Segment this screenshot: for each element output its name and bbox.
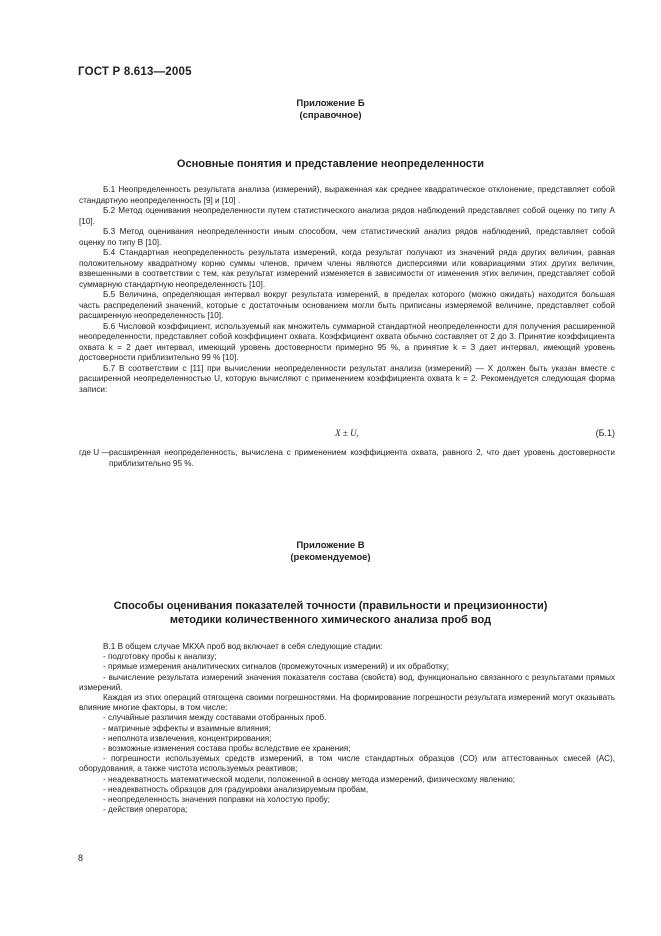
- formula-b1: [79, 428, 615, 440]
- appendix-b-body: [79, 185, 615, 395]
- list-item: - матричные эффекты и взаимные влияния;: [103, 723, 271, 733]
- paragraph-b4: Б.4 Стандартная неопределенность результата измерений, когда результат получают из значений ряда других величин, равная положительному квадратному корню суммы членов, причем члены являются дисперсиями или ковариациями этих других величин, взвешенными в соответствии с тем, как результат измерений изменяется в зависимости от изменения этих величин, представляет собой суммарную стандартную неопределенность [10].: [79, 248, 615, 289]
- paragraph-b3: Б.3 Метод оценивания неопределенности иным способом, чем статистический анализ рядов наблюдений, представляет собой оценку по типу В [10].: [79, 227, 615, 247]
- appendix-v-body: [79, 642, 615, 815]
- where-clause: [79, 448, 615, 469]
- paragraph-b2: Б.2 Метод оценивания неопределенности путем статистического анализа рядов наблюдений представляет собой оценку по типу А [10].: [79, 206, 615, 226]
- paragraph-b5: Б.5 Величина, определяющая интервал вокруг результата измерений, в пределах которого (можно ожидать) находится большая часть распределений значений, которые с достаточным основанием могли быть приписаны измеряемой величине, представляет собой расширенную неопределенность [10].: [79, 290, 615, 320]
- where-label: где U —: [79, 448, 110, 457]
- list-item: - вычисление результата измерений значения показателя состава (свойств) вод, функционально связанного с результатами прямых измерений.: [79, 672, 615, 692]
- list-item: - прямые измерения аналитических сигналов (промежуточных измерений) и их обработку;: [103, 662, 449, 672]
- list-item: - подготовку пробы к анализу;: [103, 652, 217, 662]
- paragraph-v2: Каждая из этих операций отягощена своими погрешностями. На формирование погрешности результата измерений могут оказывать влияние многие факторы, в том числе:: [79, 693, 615, 713]
- paragraph-b1: Б.1 Неопределенность результата анализа (измерений), выраженная как среднее квадратическое отклонение, представляет собой стандартную неопределенность [9] и [10] .: [79, 185, 615, 205]
- list-item: - неадекватность математической модели, положенной в основу метода измерений, физическому явлению;: [103, 774, 516, 784]
- list-item: - возможные изменения состава пробы вследствие ее хранения;: [103, 744, 351, 754]
- list-item: - случайные различия между составами отобранных проб.: [103, 713, 327, 723]
- paragraph-b6: Б.6 Числовой коэффициент, используемый как множитель суммарной стандартной неопределенности для получения расширенной неопределенности, представляет собой коэффициент охвата. Коэффициент охвата обычно составляет от 2 до 3. Принятие коэффициента охвата k = 2 дает интервал, имеющий уровень достоверности примерно 95 %, а принятие k = 3 дает интервал, имеющий уровень достоверности приблизительно 99 % [10].: [79, 321, 615, 362]
- list-item: - неопределенность значения поправки на холостую пробу;: [103, 795, 330, 805]
- appendix-b-title: Приложение Б: [296, 98, 365, 109]
- list-item: - погрешности используемых средств измерений, в том числе стандартных образцов (СО) или аттестованных смесей (АС), оборудования, а также чистота используемых реактивов;: [79, 754, 615, 774]
- list-item: - действия оператора;: [103, 805, 188, 815]
- list-item: - неполнота извлечения, концентрирования;: [103, 733, 272, 743]
- where-text: расширенная неопределенность, вычислена с применением коэффициента охвата, равного 2, что дает уровень достоверности приблизительно 95 %.: [109, 448, 615, 468]
- appendix-v-heading-line2: методики количественного химического анализа проб вод: [169, 614, 492, 626]
- page-number: 8: [78, 853, 84, 863]
- formula-expression: X ± U,: [335, 428, 359, 438]
- appendix-v-subtitle: (рекомендуемое): [290, 552, 371, 563]
- paragraph-v1: В.1 В общем случае МКХА проб вод включает в себя следующие стадии:: [103, 642, 383, 651]
- appendix-v-title: Приложение В: [296, 540, 365, 551]
- paragraph-b7: Б.7 В соответствии с [11] при вычислении неопределенности результат анализа (измерений) — X должен быть указан вместе с расширенной неопределенностью U, которую вычисляют с применением коэффициента охвата k = 2. Рекомендуется следующая форма записи:: [79, 363, 615, 394]
- appendix-b-subtitle: (справочное): [299, 110, 362, 121]
- formula-number: (Б.1): [595, 428, 615, 438]
- appendix-b-heading: Основные понятия и представление неопределенности: [176, 158, 485, 170]
- appendix-v-heading-line1: Способы оценивания показателей точности (правильности и прецизионности): [113, 600, 548, 612]
- list-item: - неадекватность образцов для градуировки анализируемым пробам,: [103, 784, 369, 794]
- standard-header: ГОСТ Р 8.613—2005: [78, 66, 192, 78]
